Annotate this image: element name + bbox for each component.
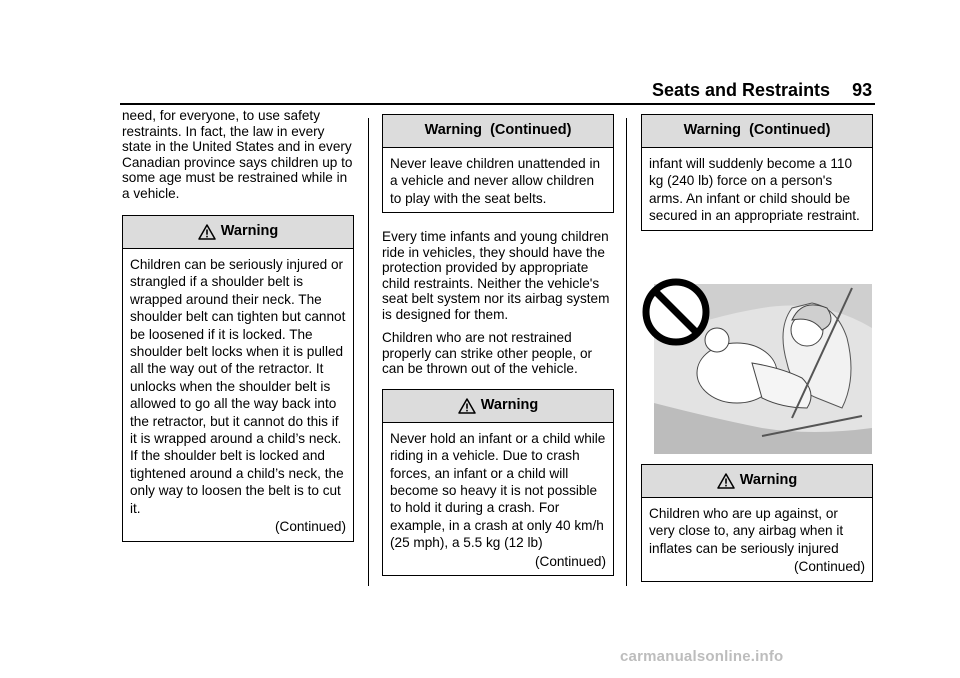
warning-icon: [458, 398, 476, 414]
warning-title: Warning (Continued): [424, 122, 572, 139]
warning-text: Children who are up against, or very close to, any airbag when it inflates can be seriously injured: [649, 506, 844, 556]
intro-paragraph: need, for everyone, to use safety restraints. In fact, the law in every state in the United States and in every Canadian province says children up to some age must be restrained while in a vehicle.: [122, 108, 353, 201]
warning-icon: [198, 224, 216, 240]
watermark: carmanualsonline.info: [620, 648, 784, 665]
warning-title: Warning: [220, 223, 279, 240]
warning-header: [642, 465, 872, 498]
column-divider: [368, 118, 369, 586]
warning-box: [382, 389, 614, 576]
warning-box: [122, 215, 354, 542]
continued-label: (Continued): [274, 519, 346, 535]
column-divider: [626, 118, 627, 586]
paragraph: Children who are not restrained properly can strike other people, or can be thrown out of the vehicle.: [382, 330, 593, 377]
warning-title: Warning (Continued): [683, 122, 831, 139]
warning-continued-box: [641, 114, 873, 231]
warning-box: [641, 464, 873, 582]
warning-text: Never leave children unattended in a vehicle and never allow children to play with the seat belts.: [390, 156, 601, 206]
warning-text: Never hold an infant or a child while riding in a vehicle. Due to crash forces, an infant or a child will become so heavy it is not possible to hold it during a crash. For example, in a crash at only 40 km/h (25 mph), a 5.5 kg (12 lb): [390, 430, 606, 551]
paragraph: Every time infants and young children ride in vehicles, they should have the protection provided by appropriate child restraints. Neither the vehicle's seat belt system nor its airbag system is designed for them.: [382, 229, 610, 322]
illustration: [642, 268, 876, 458]
column-1: [122, 108, 354, 542]
warning-body: [642, 148, 872, 230]
warning-header: [383, 115, 613, 148]
illustration-drawing: [642, 268, 876, 458]
column-3-bottom: [641, 464, 873, 582]
warning-body: [123, 249, 353, 541]
warning-body: [383, 148, 613, 212]
page-number: 93: [852, 80, 873, 100]
warning-header: [123, 216, 353, 249]
continued-label: (Continued): [793, 559, 865, 575]
warning-continued-box: [382, 114, 614, 213]
warning-header: [642, 115, 872, 148]
warning-header: [383, 390, 613, 423]
section-title: Seats and Restraints: [652, 80, 831, 100]
continued-label: (Continued): [534, 553, 606, 569]
warning-text: Children can be seriously injured or strangled if a shoulder belt is wrapped around their neck. The shoulder belt can tighten but cannot be loosened if it is locked. The shoulder belt locks when it is pulled all the way out of the retractor. It unlocks when the shoulder belt is allowed to go all the way back into the retractor, but it cannot do this if it is wrapped around a child’s neck. If the shoulder belt is locked and tightened around a child’s neck, the only way to loosen the belt is to cut it.: [130, 257, 346, 516]
page-header: [652, 80, 872, 101]
prohibition-icon: [646, 282, 706, 342]
warning-body: [642, 498, 872, 581]
warning-text: infant will suddenly become a 110 kg (240 lb) force on a person's arms. An infant or child should be secured in an appropriate restraint.: [649, 156, 860, 224]
header-rule: [120, 103, 875, 105]
warning-title: Warning: [480, 396, 539, 413]
column-2: [382, 114, 614, 576]
warning-body: [383, 423, 613, 575]
warning-title: Warning: [739, 472, 798, 489]
warning-icon: [717, 473, 735, 489]
column-3: [641, 114, 873, 231]
